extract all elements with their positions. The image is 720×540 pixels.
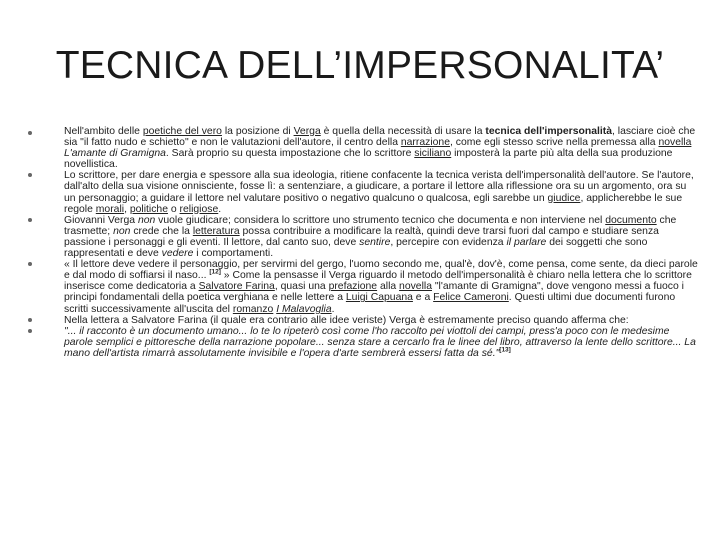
link-letteratura[interactable]: letteratura [192,225,240,237]
text: . Sarà proprio su questa impostazione che lo scrittore [165,148,415,160]
text: , come egli stesso scrive nella premessa alla [449,137,659,149]
italic-word: il parlare [506,236,547,248]
link-felice-cameroni[interactable]: Felice Cameroni [433,292,509,304]
text: Nell'ambito delle [64,126,143,137]
link-luigi-capuana[interactable]: Luigi Capuana [345,292,413,304]
text: o [167,203,180,215]
text: , quasi una [274,281,329,293]
text: dei soggetti che sono rappresentati e deve [64,236,648,260]
link-prefazione[interactable]: prefazione [328,281,378,293]
text: , [124,203,130,215]
link-religiose[interactable]: religiose [179,203,219,215]
link-salvatore-farina[interactable]: Salvatore Farina [198,281,275,293]
text: . [331,303,335,315]
link-morali[interactable]: morali [95,203,125,215]
bullet-item-3 [28,215,700,259]
text: è quella della necessità di usare la [320,126,486,137]
slide-title: TECNICA DELL’IMPERSONALITA’ [55,44,665,87]
text: che trasmette; [64,214,677,237]
bullet-dot-icon [28,173,32,177]
footnote-ref[interactable]: [13] [499,346,511,354]
text: . Questi ultimi due documenti furono scritti successivamente all'uscita del [64,292,676,315]
bullet-item-2 [28,170,700,214]
link-verga[interactable]: Verga [293,126,321,137]
text: possa contribuire a modificare la realtà, quindi deve trarsi fuori dal campo e studiare senza passione i personaggi e gli eventi. Il lettore, dal canto suo, deve [64,225,659,248]
link-i-malavoglia[interactable]: I Malavoglia [276,303,332,315]
link-romanzo[interactable]: romanzo [232,303,274,315]
bullet-dot-icon [28,131,32,135]
footnote-ref[interactable]: [12] [209,268,221,276]
text: , percepire con evidenza [390,236,507,248]
link-giudice[interactable]: giudice [547,192,581,204]
italic-word: vedere [161,248,194,260]
bullet-item-4 [28,259,700,314]
italic-word: sentire [359,236,391,248]
text: « Il lettore deve vedere il personaggio, per servirmi del gergo, l'uomo secondo me, qual'è, dov'è, come pensa, come sente, da dieci parole e dal modo di soffiarsi il naso... [64,259,698,282]
link-politiche[interactable]: politiche [129,203,168,215]
text: Nella lettera a Salvatore Farina (il quale era contrario alle idee veriste) Verga è estremamente preciso quando afferma che: [64,314,629,326]
text: , lasciare cioè che sia "il fatto nudo e schietto" e non le valutazioni dell'autore, il centro della [64,126,696,149]
bullet-item-6 [28,326,700,359]
text: la posizione di [221,126,294,137]
bullet-item-1 [28,126,700,170]
link-narrazione[interactable]: narrazione [400,137,450,149]
text: crede che la [130,225,193,237]
link-siciliano[interactable]: siciliano [414,148,452,160]
text: Lo scrittore, per dare energia e spessore alla sua ideologia, ritiene confacente la tecnica verista dell'impersonalità dell'autore. Se l'autore, dall'alto della sua visione onnisciente, fosse lì: a sentenziare, a giudicare, a portare il lettore alla riflessione ora su un argomento, ora su un personaggio; a guidare il lettore nel valutare positivo o negativo qualcuno o qualcosa, egli sarebbe un [64,170,694,204]
link-poetiche-del-vero[interactable]: poetiche del vero [142,126,222,137]
italic-word: non [113,225,131,237]
bullet-list [28,126,700,359]
text: vuole giudicare; considera lo scrittore uno strumento tecnico che documenta e non interviene nel [155,214,606,226]
link-novella[interactable]: novella [399,281,432,293]
link-novella[interactable]: novella [658,137,692,149]
bullet-dot-icon [28,318,32,322]
text: Giovanni Verga [64,214,138,226]
quote-text: "... il racconto è un documento umano... lo te lo ripeterò così come l'ho raccolto pei viottoli dei campi, press'a poco con le medesime parole semplici e pittoresche della narrazione popolare... senza stare a cercarlo fra le linee del libro, attraverso la lente dello scrittore... La mano dell'artista rimarrà assolutamente invisibile e l'opera d'arte sembrerà essersi fatta da sé." [64,325,696,359]
text: » Come la pensasse il Verga riguardo il metodo dell'impersonalità è chiaro nella lettera che lo scrittore inserisce come dedicatoria a [64,270,692,293]
text: "l'amante di Gramigna", dove vengono messi a fuoco i principi fondamentali della poetica verghiana e nelle lettere a [64,281,684,304]
bold-term: tecnica dell'impersonalità [485,126,612,137]
text: . [218,203,222,215]
link-documento[interactable]: documento [605,214,657,226]
italic-word: non [137,214,156,226]
text: alla [377,281,400,293]
bullet-dot-icon [28,329,32,333]
bullet-dot-icon [28,262,32,266]
bullet-item-5 [28,315,700,326]
text: , applicherebbe le sue regole [64,192,683,215]
text: e a [412,292,434,304]
text: imposterà la parte più alta della sua produzione novellistica. [64,148,673,171]
bullet-dot-icon [28,218,32,222]
italic-title: L'amante di Gramigna [64,148,166,160]
text: i comportamenti. [193,248,274,260]
